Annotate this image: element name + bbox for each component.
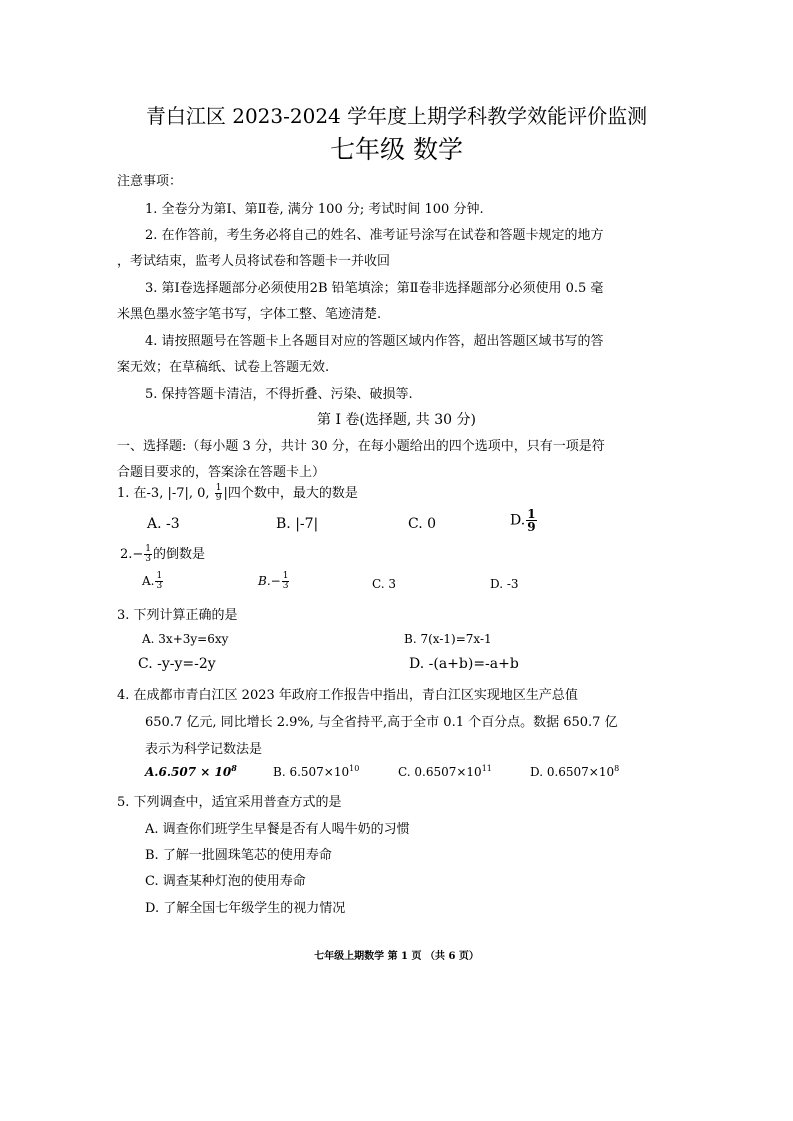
fraction: $\frac{1}{9}$ <box>215 483 222 503</box>
note-item: 米黑色墨水签字笔书写，字体工整、笔迹清楚. <box>117 307 382 322</box>
q3-option-d: D. -(a+b)=-a+b <box>409 656 519 672</box>
note-item: 案无效；在草稿纸、试卷上答题无效. <box>117 360 330 375</box>
note-item: 1. 全卷分为第Ⅰ、第Ⅱ卷, 满分 100 分; 考试时间 100 分钟. <box>145 202 484 217</box>
q5-option-a: A. 调查你们班学生早餐是否有人喝牛奶的习惯 <box>145 822 410 837</box>
q5-option-d: D. 了解全国七年级学生的视力情况 <box>145 901 346 916</box>
question-4-stem: 表示为科学记数法是 <box>145 742 263 757</box>
q5-option-c: C. 调查某种灯泡的使用寿命 <box>145 874 306 889</box>
q4-option-a: $A.6.507 \times 10^8$ <box>145 763 237 779</box>
part-instructions: 一、选择题:（每小题 3 分，共计 30 分，在每小题给出的四个选项中，只有一项是符 <box>117 439 605 454</box>
question-3-stem: 3. 下列计算正确的是 <box>117 608 238 623</box>
q5-option-b: B. 了解一批圆珠笔芯的使用寿命 <box>145 848 332 863</box>
q2-option-b: B.− $\frac{1}{3}$ <box>258 571 289 591</box>
note-item: ，考试结束，监考人员将试卷和答题卡一并收回 <box>117 254 391 269</box>
note-item: 3. 第Ⅰ卷选择题部分必须使用2B 铅笔填涂；第Ⅱ卷非选择题部分必须使用 0.5 毫 <box>145 281 604 296</box>
section-title: 第 Ⅰ 卷(选择题, 共 30 分) <box>317 412 476 428</box>
q1-option-c: C. 0 <box>408 516 437 532</box>
q3-option-a: A. 3x+3y=6xy <box>142 632 229 646</box>
note-item: 4. 请按照题号在答题卡上各题目对应的答题区域内作答，超出答题区域书写的答 <box>145 334 604 349</box>
q1-option-d: D. $\frac{1}{9}$ <box>510 507 536 534</box>
fraction: $\frac{1}{3}$ <box>282 571 289 591</box>
question-5-stem: 5. 下列调查中，适宜采用普查方式的是 <box>117 795 342 810</box>
exam-title: 青白江区 2023-2024 学年度上期学科教学效能评价监测 <box>145 104 648 128</box>
note-item: 5. 保持答题卡清洁，不得折叠、污染、破损等. <box>145 387 413 402</box>
q3-option-b: B. 7(x-1)=7x-1 <box>404 632 492 646</box>
q2-option-a: A. $\frac{1}{3}$ <box>142 571 163 591</box>
q4-option-b: B. $6.507\times 10^{10}$ <box>273 764 360 779</box>
q1-option-a: A. -3 <box>147 516 180 532</box>
question-1-stem: 1. 在-3, |-7|, 0, $\frac{1}{9}$ |四个数中，最大的数是 <box>117 483 358 503</box>
question-4-stem: 4. 在成都市青白江区 2023 年政府工作报告中指出，青白江区实现地区生产总值 <box>117 688 578 703</box>
note-item: 2. 在作答前，考生务必将自己的姓名、准考证号涂写在试卷和答题卡规定的地方 <box>145 228 604 243</box>
fraction: $\frac{1}{3}$ <box>145 544 152 564</box>
exam-subtitle: 七年级 数学 <box>330 135 463 164</box>
part-instructions: 合题目要求的，答案涂在答题卡上） <box>117 465 326 480</box>
q4-option-d: D. $0.6507\times 10^8$ <box>530 764 620 779</box>
q4-option-c: C. $0.6507\times 10^{11}$ <box>398 764 492 779</box>
question-2-stem: 2.− $\frac{1}{3}$ 的倒数是 <box>120 544 206 564</box>
q1-option-b: B. |-7| <box>276 516 319 532</box>
q2-option-d: D. -3 <box>490 577 519 591</box>
notes-heading: 注意事项： <box>117 174 183 189</box>
fraction: $\frac{1}{3}$ <box>156 571 163 591</box>
page-footer: 七年级上期数学 第 1 页 （共 6 页） <box>314 951 479 962</box>
q2-option-c: C. 3 <box>372 577 397 591</box>
q3-option-c: C. -y-y=-2y <box>138 656 216 672</box>
fraction: $\frac{1}{9}$ <box>527 507 536 534</box>
question-4-stem: 650.7 亿元, 同比增长 2.9%, 与全省持平,高于全市 0.1 个百分点。数据 650.7 亿 <box>145 715 618 730</box>
